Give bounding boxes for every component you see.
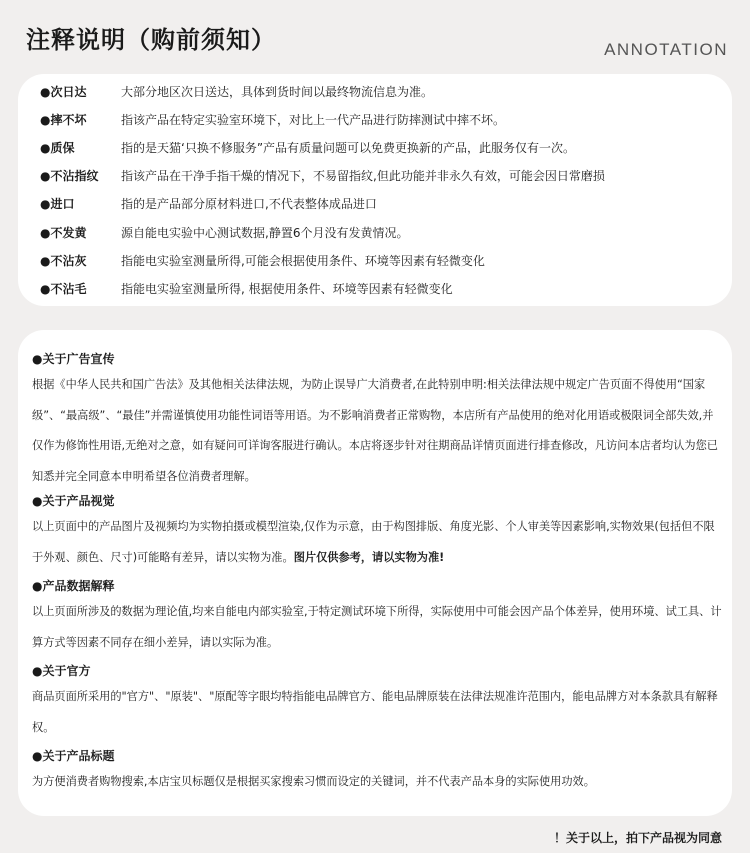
annotation-desc: 指能电实验室测量所得,可能会根据使用条件、环境等因素有轻微变化: [121, 253, 485, 268]
annotation-row: [40, 250, 485, 270]
annotation-term: ●不沾指纹: [40, 168, 99, 183]
annotation-desc: 指能电实验室测量所得, 根据使用条件、环境等因素有轻微变化: [121, 281, 453, 296]
footer-note: ！关于以上，拍下产品视为同意: [553, 831, 722, 845]
annotation-row: [40, 193, 377, 213]
annotation-term: ●不沾毛: [40, 281, 87, 296]
page-subtitle: ANNOTATION: [604, 40, 728, 59]
annotation-row: [40, 165, 605, 185]
annotation-term: ●摔不坏: [40, 112, 87, 127]
annotation-desc: 指该产品在干净手指干燥的情况下，不易留指纹,但此功能并非永久有效，可能会因日常磨损: [121, 168, 605, 183]
annotation-row: [40, 222, 409, 242]
annotation-row: [40, 137, 576, 157]
page-title: 注释说明（购前须知）: [26, 26, 276, 54]
annotation-term: ●不沾灰: [40, 253, 87, 268]
section-heading: ●产品数据解释: [32, 579, 115, 593]
section-paragraph: 根据《中华人民共和国广告法》及其他相关法律法规，为防止误导广大消费者,在此特别申明:相关法律法规中规定广告页面不得使用“国家级”、“最高级”、“最佳”并需谨慎使用功能性词语等用语。为不影响消费者正常购物，本店所有产品使用的绝对化用语或极限词全部失效,并仅作为修饰性用语,无绝对之意，如有疑问可详询客服进行确认。本店将逐步针对往期商品详情页面进行排查修改，凡访问本店者均认为您已知悉并完全同意本申明希望各位消费者理解。: [32, 378, 718, 483]
annotation-card: [18, 74, 732, 306]
notice-card: [18, 330, 732, 816]
section-paragraph: [32, 512, 722, 573]
section-text: 以上页面中的产品图片及视频均为实物拍摄或模型渲染,仅作为示意，由于构图排版、角度光影、个人审美等因素影响,实物效果(包括但不限于外观、颜色、尺寸)可能略有差异，请以实物为准。: [32, 520, 715, 564]
annotation-term: ●次日达: [40, 84, 87, 99]
page-header: [0, 0, 750, 72]
annotation-desc: 源自能电实验中心测试数据,静置6个月没有发黄情况。: [121, 225, 409, 240]
annotation-term: ●进口: [40, 196, 75, 211]
section-heading: ●关于官方: [32, 664, 91, 678]
section-heading: ●关于产品视觉: [32, 494, 115, 508]
annotation-row: [40, 81, 434, 101]
annotation-term: ●不发黄: [40, 225, 87, 240]
annotation-desc: 指的是产品部分原材料进口,不代表整体成品进口: [121, 196, 377, 211]
section-paragraph: 商品页面所采用的"官方"、"原装"、"原配等字眼均特指能电品牌官方、能电品牌原装在法律法规准许范围内，能电品牌方对本条款具有解释权。: [32, 690, 718, 734]
annotation-desc: 指该产品在特定实验室环境下，对比上一代产品进行防摔测试中摔不坏。: [121, 112, 506, 127]
annotation-desc: 大部分地区次日送达，具体到货时间以最终物流信息为准。: [121, 84, 434, 99]
section-heading: ●关于广告宣传: [32, 352, 115, 366]
annotation-term: ●质保: [40, 140, 75, 155]
annotation-row: [40, 109, 506, 129]
annotation-desc: 指的是天猫‘只换不修服务”产品有质量问题可以免费更换新的产品，此服务仅有一次。: [121, 140, 576, 155]
annotation-row: [40, 278, 453, 298]
section-paragraph: 以上页面所涉及的数据为理论值,均来自能电内部实验室,于特定测试环境下所得，实际使用中可能会因产品个体差异，使用环境、试工具、计算方式等因素不同存在细小差异，请以实际为准。: [32, 605, 722, 649]
section-paragraph: 为方便消费者购物搜索,本店宝贝标题仅是根据买家搜索习惯而设定的关键词，并不代表产品本身的实际使用功效。: [32, 775, 595, 788]
section-heading: ●关于产品标题: [32, 749, 115, 763]
section-emphasis: 图片仅供参考，请以实物为准!: [293, 550, 445, 564]
